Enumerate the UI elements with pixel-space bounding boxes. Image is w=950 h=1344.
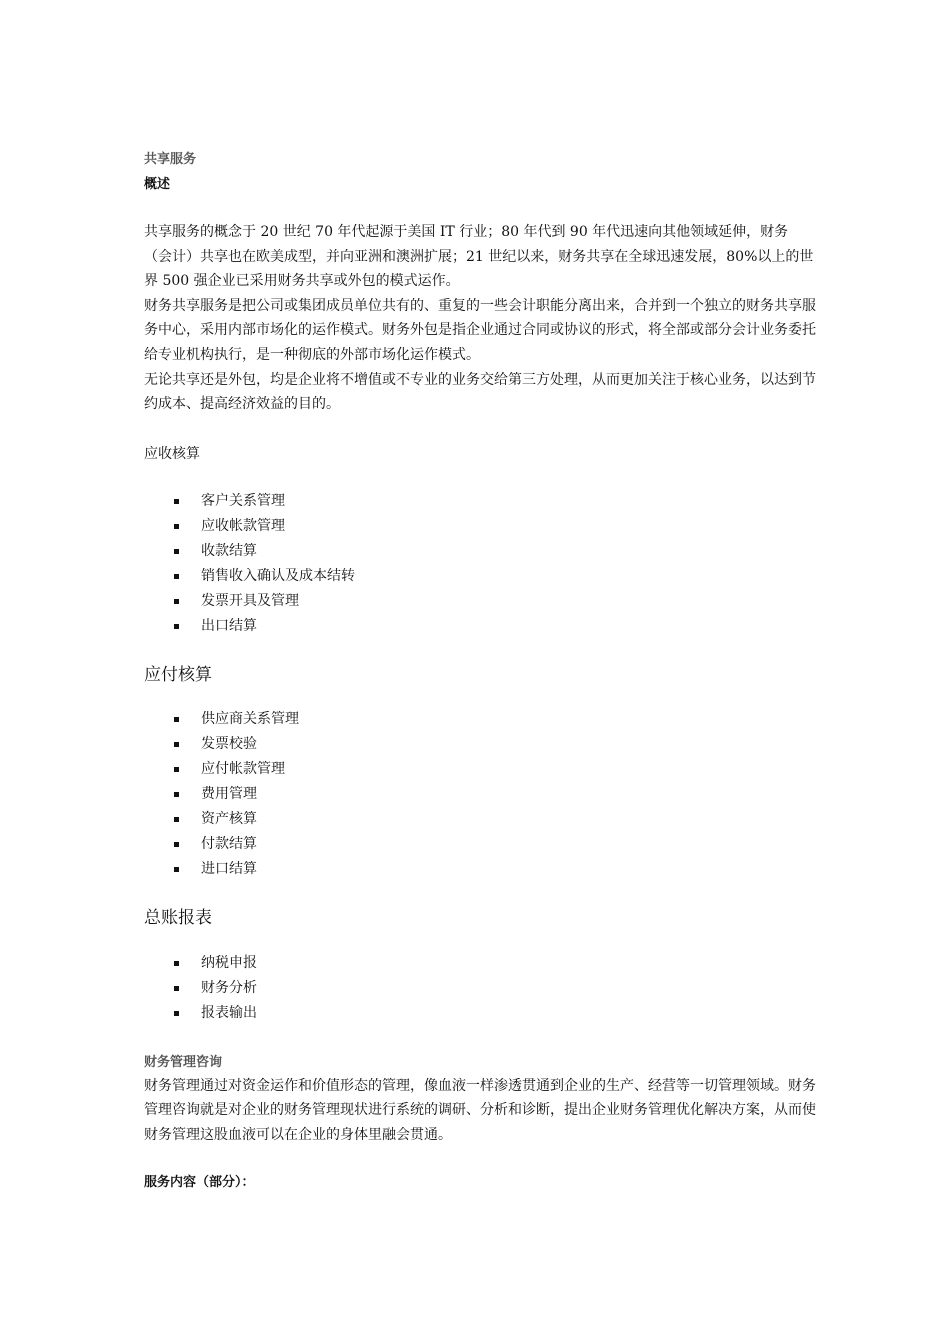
- list-item: 供应商关系管理: [144, 707, 816, 732]
- overview-paragraph-3: 无论共享还是外包，均是企业将不增值或不专业的业务交给第三方处理，从而更加关注于核心业务，以达到节约成本、提高经济效益的目的。: [144, 371, 816, 413]
- payables-list: [144, 707, 816, 882]
- list-item: 收款结算: [144, 539, 816, 564]
- payables-title: 应付核算: [144, 664, 212, 685]
- receivables-title: 应收核算: [144, 445, 200, 462]
- receivables-list: [144, 489, 816, 639]
- ledger-list: [144, 951, 816, 1026]
- ledger-title: 总账报表: [144, 907, 212, 928]
- consulting-title: 财务管理咨询: [144, 1054, 223, 1070]
- list-item: 付款结算: [144, 832, 816, 857]
- list-item: 发票校验: [144, 732, 816, 757]
- list-item: 应付帐款管理: [144, 757, 816, 782]
- shared-services-title: 共享服务: [144, 152, 197, 167]
- overview-paragraph-1: 共享服务的概念于 20 世纪 70 年代起源于美国 IT 行业；80 年代到 90 年代迅速向其他领域延伸，财务（会计）共享也在欧美成型，并向亚洲和澳洲扩展；21 世纪以来，财务共享在全球迅速发展，80%以上的世界 500 强企业已采用财务共享或外包的模式运作。: [144, 224, 814, 290]
- list-item: 客户关系管理: [144, 489, 816, 514]
- list-item: 应收帐款管理: [144, 514, 816, 539]
- list-item: 费用管理: [144, 782, 816, 807]
- list-item: 纳税申报: [144, 951, 816, 976]
- consulting-paragraph: 财务管理通过对资金运作和价值形态的管理，像血液一样渗透贯通到企业的生产、经营等一切管理领域。财务管理咨询就是对企业的财务管理现状进行系统的调研、分析和诊断，提出企业财务管理优化解决方案，从而使财务管理这股血液可以在企业的身体里融会贯通。: [144, 1077, 816, 1143]
- services-content-title: 服务内容（部分）：: [144, 1174, 255, 1190]
- list-item: 资产核算: [144, 807, 816, 832]
- overview-title: 概述: [144, 177, 171, 192]
- list-item: 财务分析: [144, 976, 816, 1001]
- list-item: 发票开具及管理: [144, 589, 816, 614]
- document-page: [144, 150, 816, 1193]
- overview-paragraph-2: 财务共享服务是把公司或集团成员单位共有的、重复的一些会计职能分离出来，合并到一个独立的财务共享服务中心，采用内部市场化的运作模式。财务外包是指企业通过合同或协议的形式，将全部或部分会计业务委托给专业机构执行，是一种彻底的外部市场化运作模式。: [144, 297, 816, 363]
- list-item: 出口结算: [144, 614, 816, 639]
- list-item: 报表输出: [144, 1001, 816, 1026]
- list-item: 销售收入确认及成本结转: [144, 564, 816, 589]
- list-item: 进口结算: [144, 857, 816, 882]
